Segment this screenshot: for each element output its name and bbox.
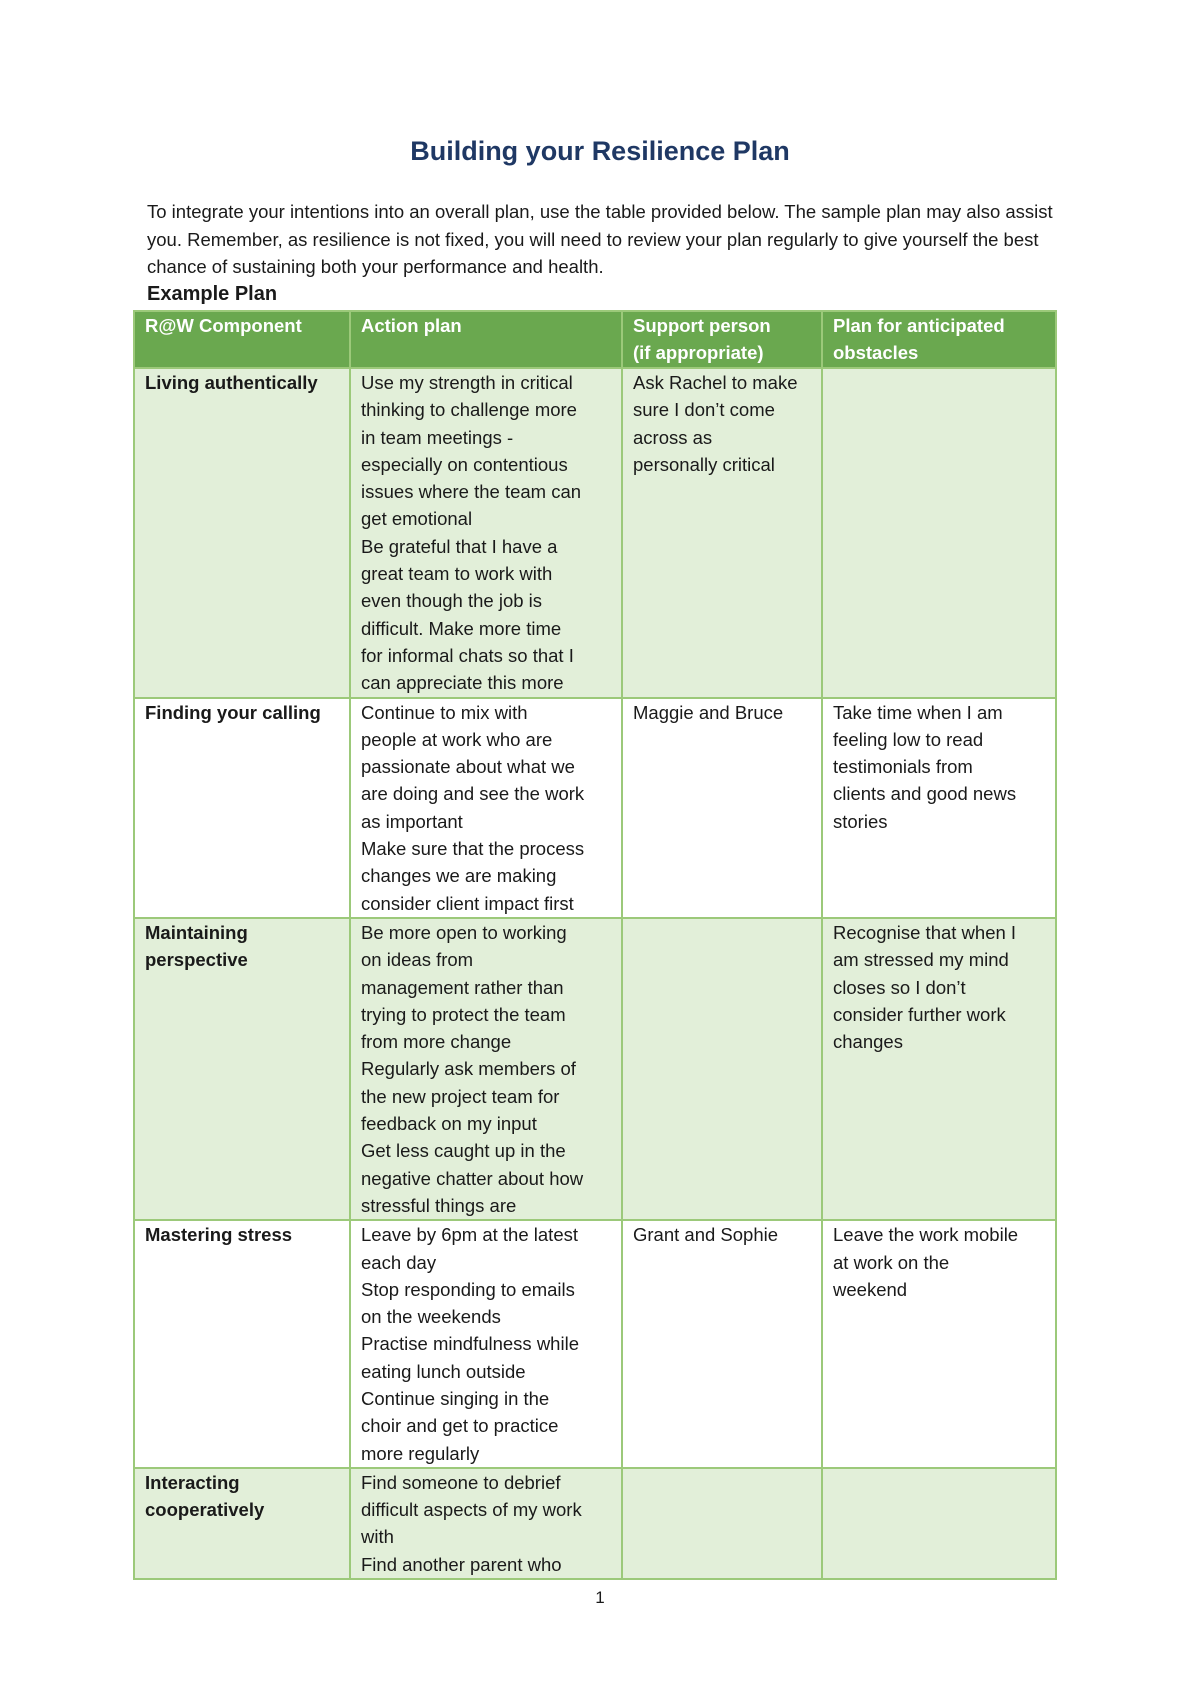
action-text-line: negative chatter about how [361, 1167, 584, 1189]
cell-component [134, 1220, 350, 1468]
action-text-line: trying to protect the team [361, 1003, 566, 1025]
obstacles-text-line: consider further work [833, 1003, 1006, 1025]
header-obstacles-label-line1: Plan for anticipated [833, 315, 1005, 336]
action-text-line: eating lunch outside [361, 1360, 526, 1382]
action-text-line: on ideas from [361, 949, 474, 971]
intro-paragraph: To integrate your intentions into an overall plan, use the table provided below. The sample plan may also assist you. Remember, as resilience is not fixed, you will need to review your plan regularly to give yourself the best chance of sustaining both your performance and health. [147, 201, 1053, 277]
header-support [622, 311, 822, 368]
cell-component [134, 698, 350, 918]
action-text-line: more regularly [361, 1442, 480, 1464]
action-text-line: the new project team for [361, 1085, 560, 1107]
cell-action [350, 1220, 622, 1468]
action-text-line: thinking to challenge more [361, 399, 577, 421]
page-title: Building your Resilience Plan [410, 136, 790, 166]
action-text-line: get emotional [361, 508, 473, 530]
support-text-line: Ask Rachel to make [633, 372, 798, 393]
obstacles-text-line: testimonials from [833, 756, 973, 778]
action-text-line: great team to work with [361, 563, 553, 585]
cell-action [350, 698, 622, 918]
action-text-line: even though the job is [361, 590, 543, 612]
action-text-line: changes we are making [361, 865, 557, 887]
action-text-line: Be grateful that I have a [361, 535, 558, 557]
cell-support [622, 918, 822, 1220]
cell-action [350, 918, 622, 1220]
table-row [134, 1468, 1056, 1579]
table-row [134, 918, 1056, 1220]
action-text-line: consider client impact first [361, 892, 574, 914]
action-text-line: Find another parent who [361, 1553, 562, 1575]
action-text-line: each day [361, 1251, 437, 1273]
obstacles-text-line: feeling low to read [833, 728, 984, 750]
component-text-line: Interacting [145, 1471, 240, 1493]
action-text-line: Be more open to working [361, 921, 567, 943]
support-text-line: Maggie and Bruce [633, 701, 784, 723]
page-number: 1 [595, 1588, 605, 1607]
cell-obstacles [822, 698, 1056, 918]
component-text-line: Living authentically [145, 372, 318, 393]
table-body [134, 368, 1056, 1579]
action-text-line: Practise mindfulness while [361, 1333, 579, 1355]
obstacles-text-line: changes [833, 1031, 903, 1053]
obstacles-text-line: at work on the [833, 1251, 950, 1273]
section-heading: Example Plan [147, 283, 278, 305]
table-row [134, 698, 1056, 918]
action-text-line: Continue to mix with [361, 701, 528, 723]
action-text-line: Find someone to debrief [361, 1471, 561, 1493]
action-text-line: Regularly ask members of [361, 1058, 576, 1080]
action-text-line: are doing and see the work [361, 783, 585, 805]
action-text-line: Continue singing in the [361, 1387, 550, 1409]
component-text-line: cooperatively [145, 1499, 265, 1521]
action-text-line: passionate about what we [361, 756, 575, 778]
action-text-line: can appreciate this more [361, 672, 564, 694]
action-text-line: Leave by 6pm at the latest [361, 1224, 578, 1246]
cell-component [134, 1468, 350, 1579]
example-plan-table [133, 310, 1057, 1580]
header-component-label: R@W Component [145, 315, 302, 336]
header-component [134, 311, 350, 368]
header-support-label-line2: (if appropriate) [633, 342, 764, 364]
action-text-line: choir and get to practice [361, 1415, 559, 1437]
cell-support [622, 368, 822, 698]
component-text-line: Mastering stress [145, 1224, 293, 1246]
cell-support [622, 1468, 822, 1579]
header-obstacles [822, 311, 1056, 368]
action-text-line: as important [361, 810, 463, 832]
action-text-line: Get less caught up in the [361, 1140, 566, 1162]
cell-support [622, 1220, 822, 1468]
action-text-line: in team meetings - [361, 426, 514, 448]
action-text-line: stressful things are [361, 1194, 517, 1216]
component-text-line: Finding your calling [145, 701, 321, 723]
action-text-line: feedback on my input [361, 1113, 537, 1135]
cell-obstacles [822, 918, 1056, 1220]
cell-component [134, 368, 350, 698]
action-text-line: Stop responding to emails [361, 1278, 575, 1300]
support-text-line: personally critical [633, 453, 775, 475]
support-text-line: across as [633, 426, 713, 448]
action-text-line: issues where the team can [361, 481, 582, 503]
action-text-line: for informal chats so that I [361, 644, 574, 666]
header-action-label: Action plan [361, 315, 462, 336]
obstacles-text-line: clients and good news [833, 783, 1017, 805]
cell-obstacles [822, 368, 1056, 698]
obstacles-text-line: am stressed my mind [833, 949, 1009, 971]
action-text-line: people at work who are [361, 728, 553, 750]
action-text-line: difficult aspects of my work [361, 1499, 582, 1521]
cell-support [622, 698, 822, 918]
action-text-line: difficult. Make more time [361, 617, 562, 639]
action-text-line: from more change [361, 1031, 512, 1053]
header-obstacles-label-line2: obstacles [833, 342, 919, 364]
component-text-line: Maintaining [145, 921, 248, 943]
cell-obstacles [822, 1220, 1056, 1468]
cell-obstacles [822, 1468, 1056, 1579]
support-text-line: Grant and Sophie [633, 1224, 779, 1246]
cell-action [350, 1468, 622, 1579]
obstacles-text-line: closes so I don’t [833, 976, 966, 998]
component-text-line: perspective [145, 949, 248, 971]
table-row [134, 1220, 1056, 1468]
action-text-line: Make sure that the process [361, 838, 585, 860]
obstacles-text-line: stories [833, 810, 888, 832]
action-text-line: with [361, 1526, 394, 1548]
header-action [350, 311, 622, 368]
obstacles-text-line: weekend [833, 1278, 908, 1300]
obstacles-text-line: Recognise that when I [833, 921, 1017, 943]
action-text-line: Use my strength in critical [361, 372, 573, 393]
obstacles-text-line: Take time when I am [833, 701, 1003, 723]
table-header-row [134, 311, 1056, 368]
table-row [134, 368, 1056, 698]
header-support-label-line1: Support person [633, 315, 771, 336]
cell-action [350, 368, 622, 698]
action-text-line: especially on contentious [361, 453, 568, 475]
obstacles-text-line: Leave the work mobile [833, 1224, 1019, 1246]
cell-component [134, 918, 350, 1220]
action-text-line: management rather than [361, 976, 564, 998]
action-text-line: on the weekends [361, 1306, 501, 1328]
support-text-line: sure I don’t come [633, 399, 775, 421]
